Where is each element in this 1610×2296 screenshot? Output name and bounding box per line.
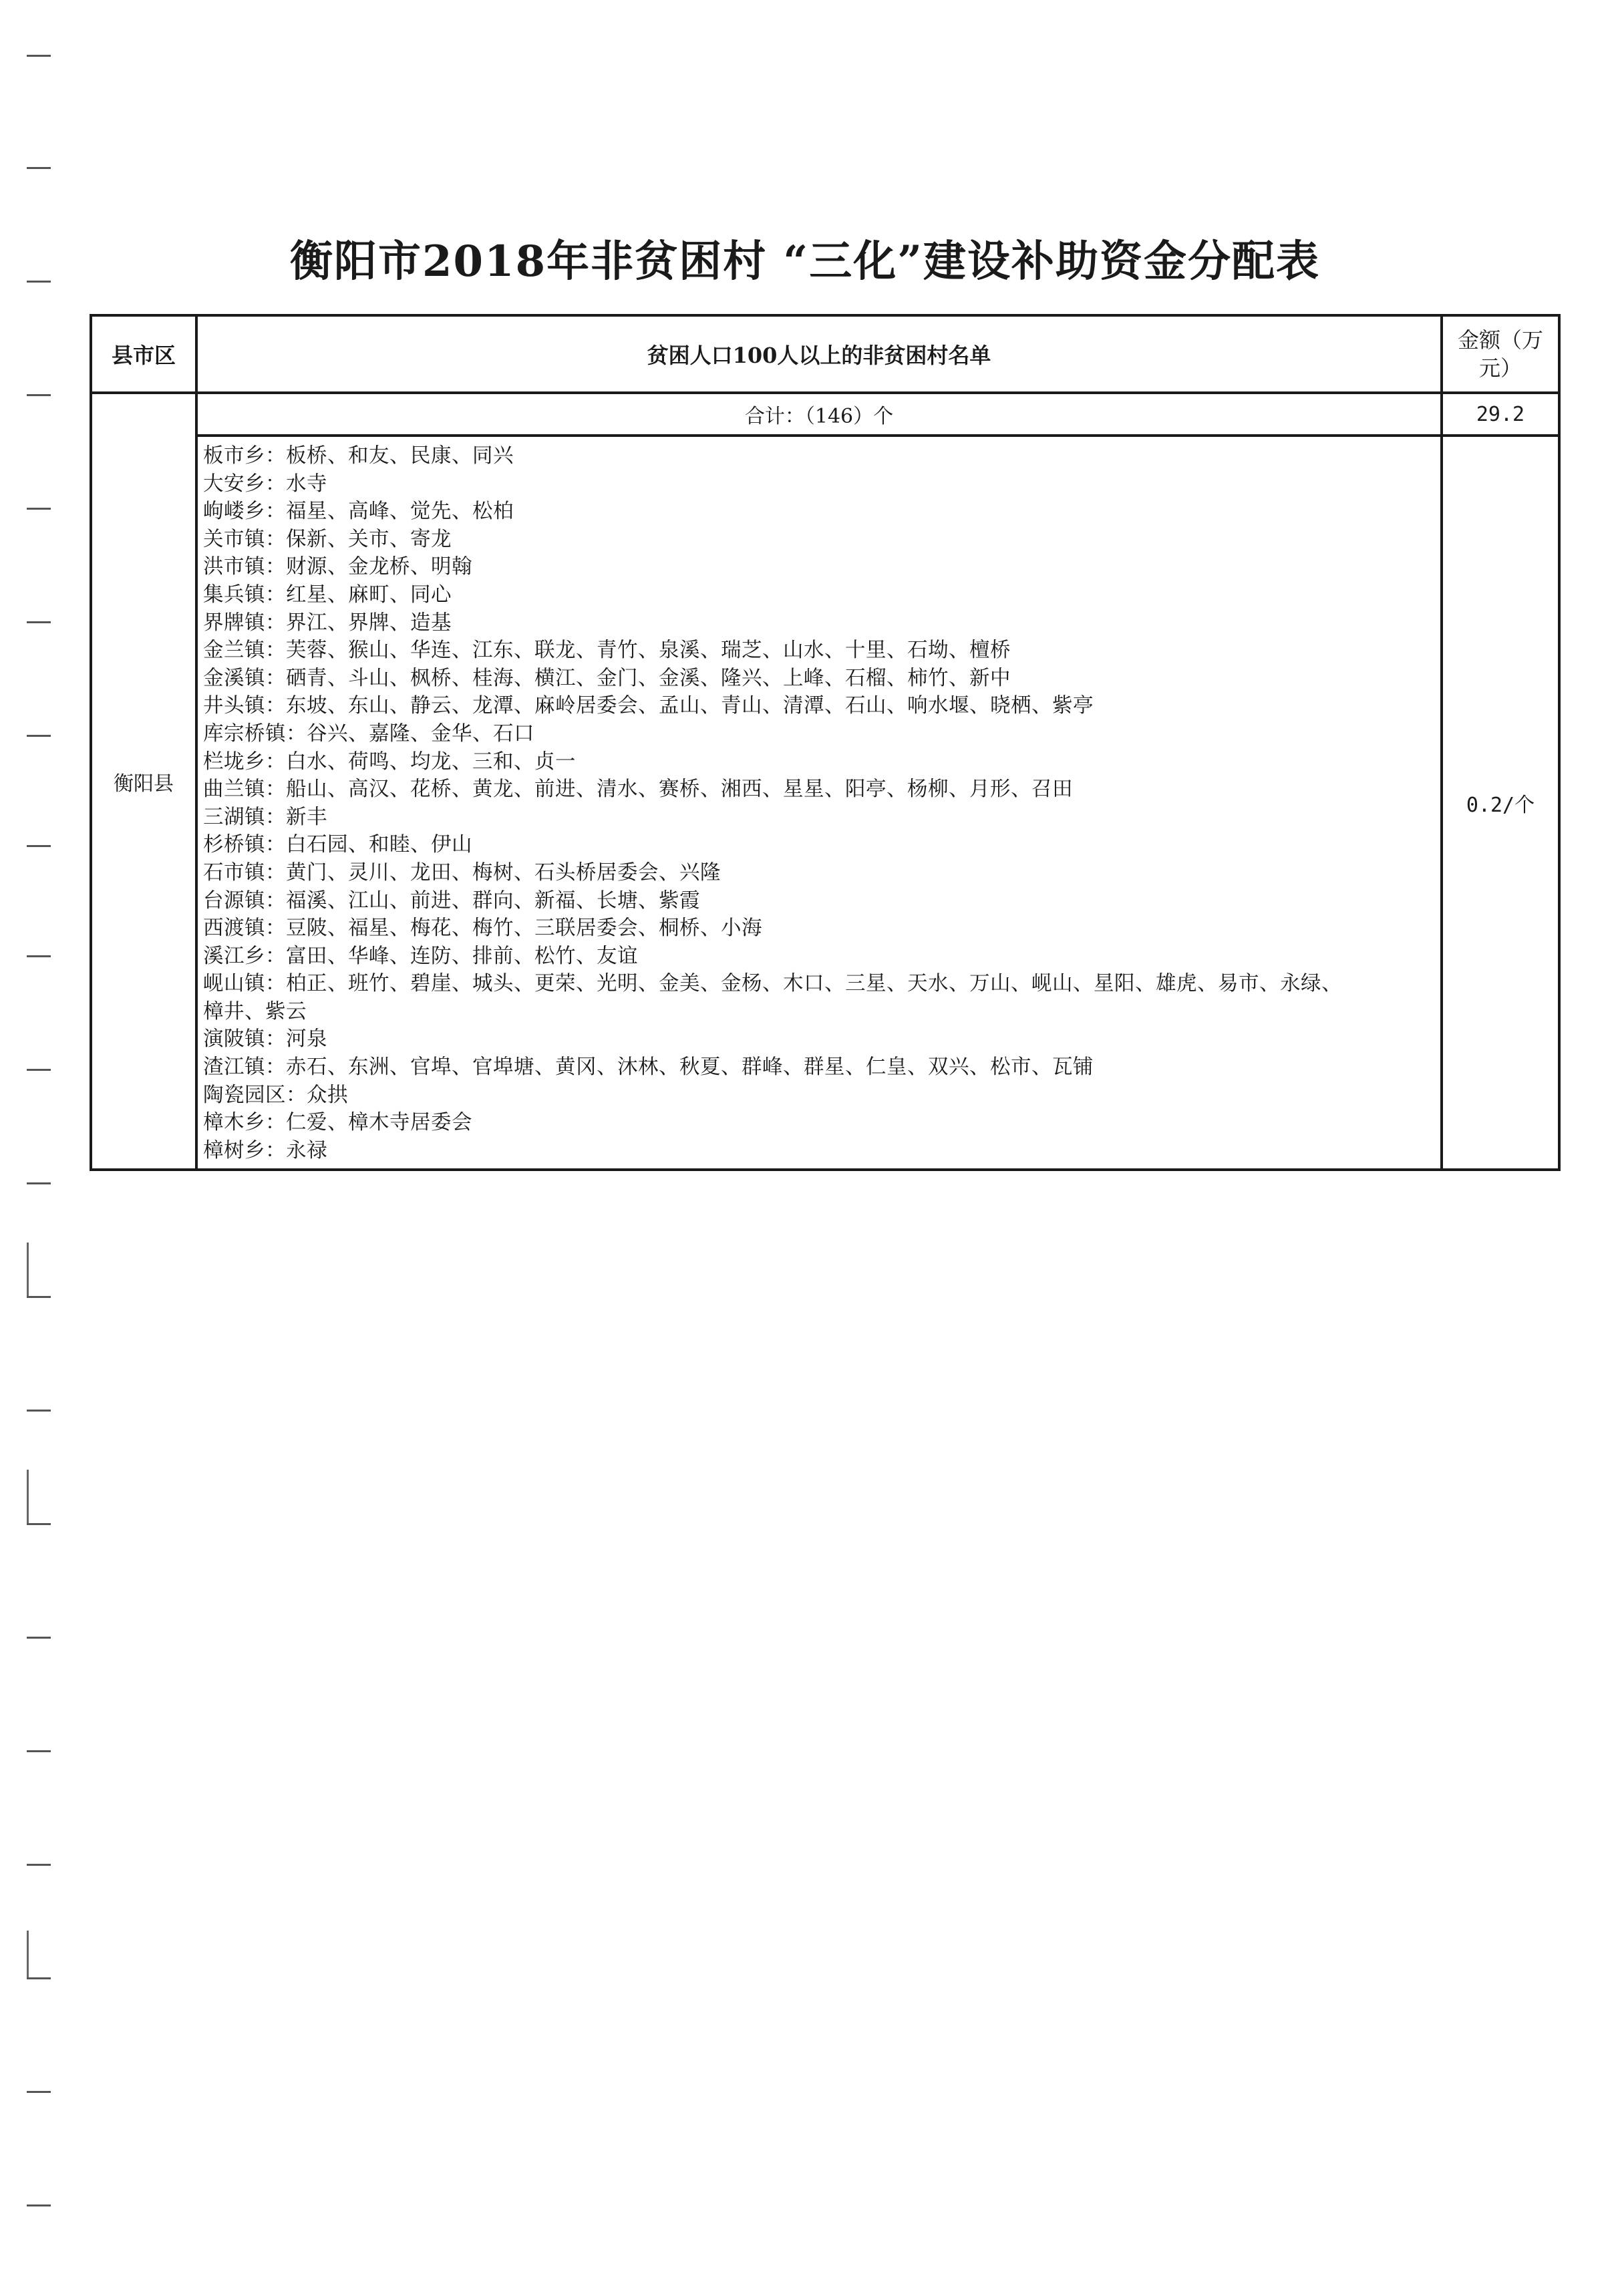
township-line: 洪市镇：财源、金龙桥、明翰 <box>203 555 472 579</box>
allocation-table <box>90 314 1561 1171</box>
total-row <box>91 393 1559 436</box>
township-line: 界牌镇：界江、界牌、造基 <box>203 611 452 635</box>
township-line: 樟木乡：仁爱、樟木寺居委会 <box>203 1111 472 1135</box>
township-line: 西渡镇：豆陂、福星、梅花、梅竹、三联居委会、桐桥、小海 <box>203 917 762 941</box>
township-line: 库宗桥镇：谷兴、嘉隆、金华、石口 <box>203 721 534 746</box>
page-title: 衡阳市2018年非贫困村 “三化”建设补助资金分配表 <box>289 236 1321 287</box>
township-line: 曲兰镇：船山、高汉、花桥、黄龙、前进、清水、赛桥、湘西、星星、阳亭、杨柳、月形、召田 <box>203 778 1073 802</box>
county-row <box>91 436 1559 1170</box>
township-list <box>196 436 1442 1170</box>
township-line: 樟井、紫云 <box>203 999 307 1023</box>
township-line: 石市镇：黄门、灵川、龙田、梅树、石头桥居委会、兴隆 <box>203 860 721 884</box>
header-amount: 金额（万元） <box>1442 315 1559 393</box>
header-village-list: 贫困人口100人以上的非贫困村名单 <box>196 315 1442 393</box>
header-county: 县市区 <box>91 315 196 393</box>
township-line: 溪江乡：富田、华峰、连防、排前、松竹、友谊 <box>203 944 638 968</box>
township-line: 集兵镇：红星、麻町、同心 <box>203 583 452 607</box>
total-label: 合计：（146）个 <box>196 393 1442 436</box>
township-line: 井头镇：东坡、东山、静云、龙潭、麻岭居委会、孟山、青山、清潭、石山、响水堰、晓栖、紫亭 <box>203 694 1094 718</box>
unit-amount: 0.2/个 <box>1442 436 1559 1170</box>
total-amount: 29.2 <box>1442 393 1559 436</box>
county-name: 衡阳县 <box>91 393 196 1170</box>
township-line: 关市镇：保新、关市、寄龙 <box>203 527 452 551</box>
township-line: 大安乡：水寺 <box>203 472 327 496</box>
township-line: 台源镇：福溪、江山、前进、群向、新福、长塘、紫霞 <box>203 888 700 913</box>
township-line: 樟树乡：永禄 <box>203 1138 327 1162</box>
header-row <box>91 315 1559 393</box>
township-line: 岣嵝乡：福星、高峰、觉先、松柏 <box>203 500 514 524</box>
township-line: 板市乡：板桥、和友、民康、同兴 <box>203 444 514 468</box>
township-line: 演陂镇：河泉 <box>203 1027 327 1051</box>
township-line: 栏垅乡：白水、荷鸣、均龙、三和、贞一 <box>203 750 576 774</box>
township-line: 杉桥镇：白石园、和睦、伊山 <box>203 833 472 857</box>
township-line: 金兰镇：芙蓉、猴山、华连、江东、联龙、青竹、泉溪、瑞芝、山水、十里、石坳、檀桥 <box>203 639 1011 663</box>
township-line: 金溪镇：硒青、斗山、枫桥、桂海、横江、金门、金溪、隆兴、上峰、石榴、柿竹、新中 <box>203 666 1011 690</box>
township-line: 陶瓷园区：众拱 <box>203 1083 348 1107</box>
township-line: 渣江镇：赤石、东洲、官埠、官埠塘、黄冈、沐林、秋夏、群峰、群星、仁皇、双兴、松市、瓦铺 <box>203 1055 1094 1080</box>
township-line: 三湖镇：新丰 <box>203 805 327 829</box>
township-line: 岘山镇：柏正、班竹、碧崖、城头、更荣、光明、金美、金杨、木口、三星、天水、万山、岘山、星阳、雄虎、易市、永绿、 <box>203 972 1342 996</box>
